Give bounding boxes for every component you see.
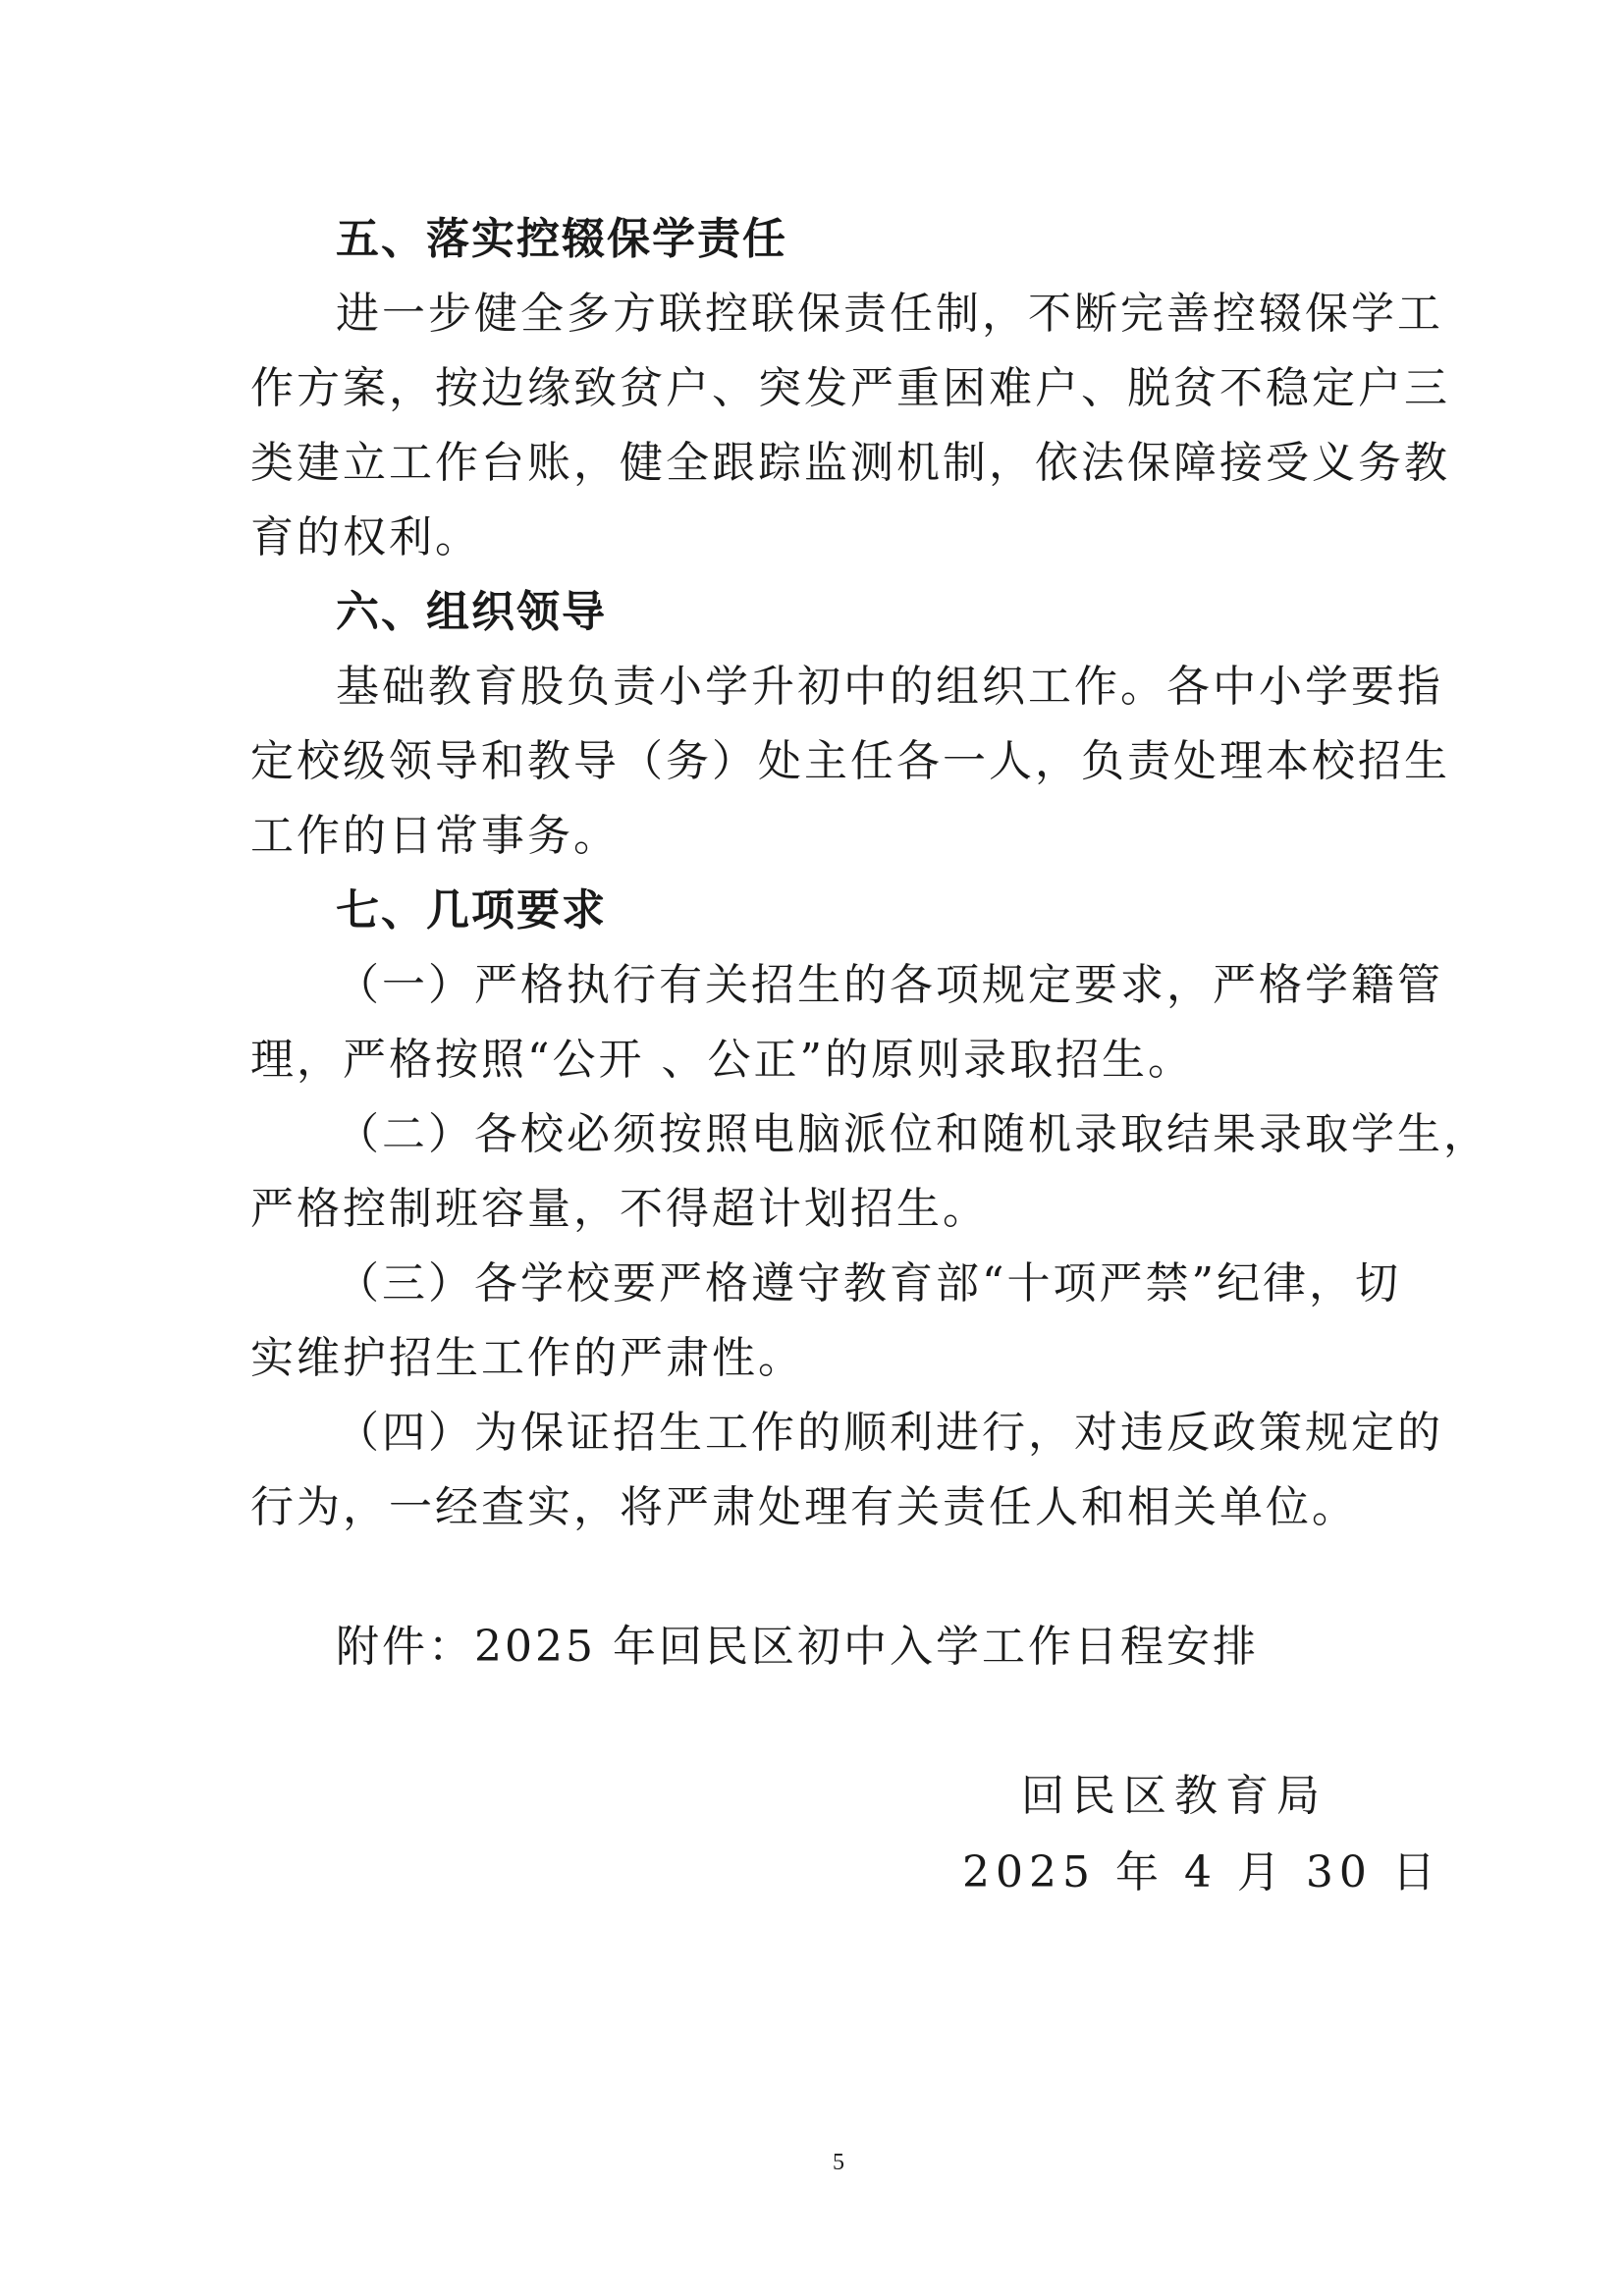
section-5-line-2: 作方案，按边缘致贫户、突发严重困难户、脱贫不稳定户三 [250,363,1450,413]
section-5-line-4: 育的权利。 [250,512,481,562]
section-7-line-8: 行为，一经查实，将严肃处理有关责任人和相关单位。 [250,1482,1358,1532]
issue-date: 2025 年 4 月 30 日 [962,1847,1441,1897]
section-5-heading: 五、落实控辍保学责任 [336,214,787,264]
section-7-line-1: （一）严格执行有关招生的各项规定要求，严格学籍管 [336,960,1443,1010]
section-5-line-3: 类建立工作台账，健全跟踪监测机制，依法保障接受义务教 [250,438,1450,488]
section-6-line-2: 定校级领导和教导（务）处主任各一人，负责处理本校招生 [250,736,1450,786]
section-6-line-3: 工作的日常事务。 [250,811,620,861]
section-7-heading: 七、几项要求 [336,885,607,935]
section-7-line-2: 理，严格按照“公开 、公正”的原则录取招生。 [250,1035,1194,1085]
section-6-heading: 六、组织领导 [336,587,607,637]
section-7-line-7: （四）为保证招生工作的顺利进行，对违反政策规定的 [336,1408,1443,1458]
section-7-line-4: 严格控制班容量，不得超计划招生。 [250,1184,989,1234]
issuing-organization: 回民区教育局 [1021,1771,1327,1821]
section-7-line-3: （二）各校必须按照电脑派位和随机录取结果录取学生， [336,1109,1489,1159]
attachment-note: 附件：2025 年回民区初中入学工作日程安排 [336,1622,1259,1672]
section-7-line-5: （三）各学校要严格遵守教育部“十项严禁”纪律，切 [336,1258,1401,1308]
section-7-line-6: 实维护招生工作的严肃性。 [250,1333,804,1383]
section-6-line-1: 基础教育股负责小学升初中的组织工作。各中小学要指 [336,662,1443,712]
page-number: 5 [833,2150,844,2175]
section-5-line-1: 进一步健全多方联控联保责任制，不断完善控辍保学工 [336,289,1443,339]
